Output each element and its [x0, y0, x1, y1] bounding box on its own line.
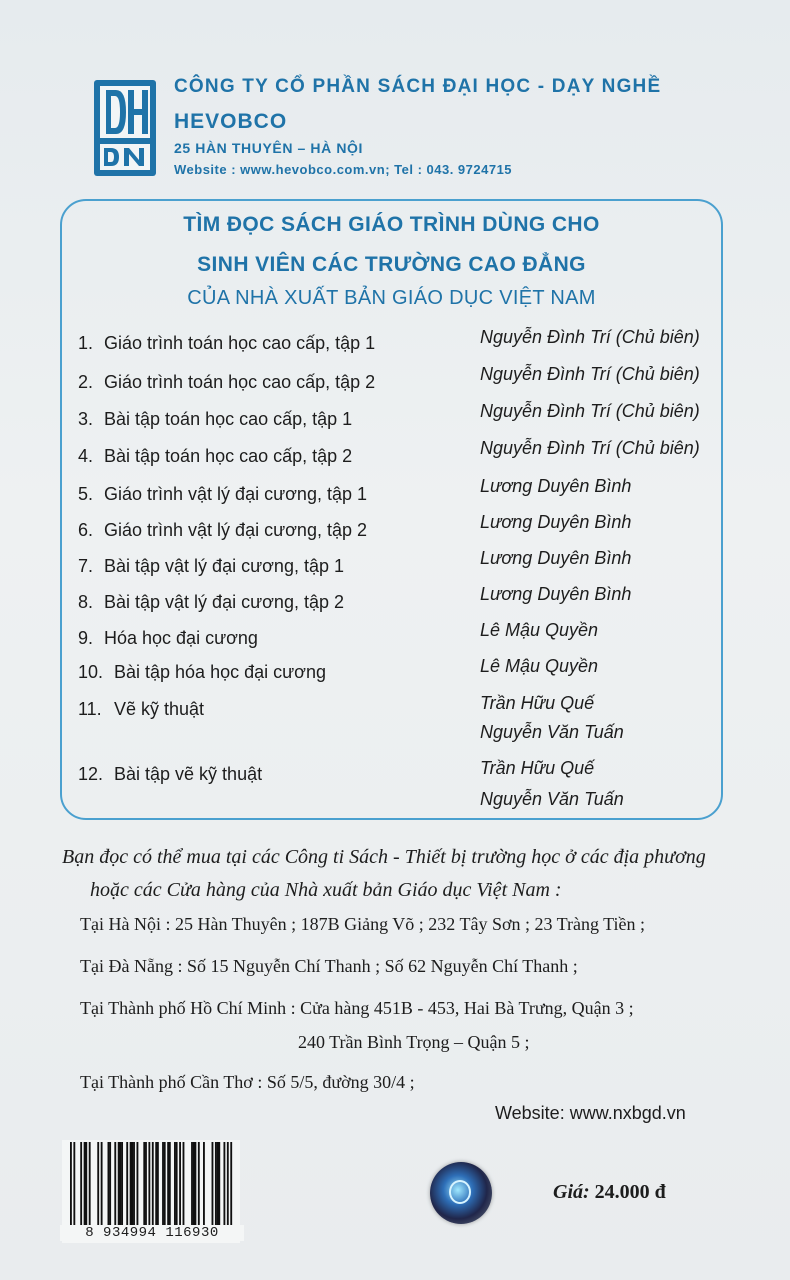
book-number: 5.	[78, 484, 94, 504]
box-heading-2: SINH VIÊN CÁC TRƯỜNG CAO ĐẲNG	[197, 253, 586, 276]
book-author: Nguyễn Đình Trí (Chủ biên)	[480, 438, 700, 458]
barcode-bar	[148, 1142, 150, 1238]
publisher-name: CÔNG TY CỔ PHẦN SÁCH ĐẠI HỌC - DẠY NGHỀ	[174, 76, 662, 97]
barcode-bar	[215, 1142, 217, 1226]
book-title: Hóa học đại cương	[104, 628, 258, 648]
barcode-bar	[97, 1142, 99, 1226]
barcode-bar	[194, 1142, 196, 1226]
book-number: 6.	[78, 520, 94, 540]
price	[553, 1181, 666, 1204]
book-author: Nguyễn Đình Trí (Chủ biên)	[480, 364, 700, 384]
barcode-bar	[145, 1142, 147, 1226]
box-heading-1: TÌM ĐỌC SÁCH GIÁO TRÌNH DÙNG CHO	[183, 213, 600, 236]
nxbgd-website: Website: www.nxbgd.vn	[495, 1103, 686, 1123]
barcode-bar	[121, 1142, 123, 1226]
store-danang: Tại Đà Nẵng : Số 15 Nguyễn Chí Thanh ; Số 62 Nguyễn Chí Thanh ;	[80, 956, 578, 976]
barcode-bar	[203, 1142, 205, 1226]
barcode-bar	[131, 1142, 133, 1226]
book-title: Bài tập vật lý đại cương, tập 2	[104, 592, 344, 612]
barcode-bar	[84, 1142, 86, 1226]
book-author: Lương Duyên Bình	[480, 512, 632, 532]
book-number: 11.	[78, 699, 102, 719]
store-hcm-line-1: Tại Thành phố Hồ Chí Minh : Cửa hàng 451B - 453, Hai Bà Trưng, Quận 3 ;	[80, 998, 634, 1018]
publisher-contact: Website : www.hevobco.com.vn; Tel : 043. 9724715	[174, 162, 513, 177]
barcode-bar	[176, 1142, 178, 1226]
book-number: 4.	[78, 446, 94, 466]
barcode-bar	[126, 1142, 128, 1226]
publisher-brand: HEVOBCO	[174, 110, 288, 133]
book-title: Giáo trình toán học cao cấp, tập 1	[104, 333, 376, 353]
distribution-intro-line-1: Bạn đọc có thể mua tại các Công ti Sách - Thiết bị trường học ở các địa phương	[62, 846, 706, 868]
price-label: Giá:	[553, 1181, 590, 1203]
publisher-address: 25 HÀN THUYÊN – HÀ NỘI	[174, 140, 364, 156]
book-number: 1.	[78, 333, 94, 353]
barcode-bar	[152, 1142, 154, 1238]
book-title: Bài tập toán học cao cấp, tập 2	[104, 446, 353, 466]
book-author-2: Nguyễn Văn Tuấn	[480, 789, 624, 809]
book-title: Bài tập hóa học đại cương	[114, 662, 326, 682]
barcode-bar	[143, 1142, 145, 1226]
book-number: 7.	[78, 556, 94, 576]
publisher-logo-icon	[92, 78, 158, 178]
book-author: Lương Duyên Bình	[480, 476, 632, 496]
barcode-bar	[169, 1142, 171, 1226]
barcode-bar	[223, 1142, 225, 1226]
barcode-bar	[118, 1142, 120, 1226]
barcode-bar	[193, 1142, 195, 1226]
book-author: Nguyễn Đình Trí (Chủ biên)	[480, 327, 700, 347]
barcode-bar	[227, 1142, 229, 1238]
barcode-bar	[133, 1142, 135, 1226]
book-number: 2.	[78, 372, 94, 392]
barcode-bar	[101, 1142, 103, 1226]
barcode-bar	[162, 1142, 164, 1226]
barcode-bar	[217, 1142, 219, 1226]
barcode-bar	[130, 1142, 132, 1226]
store-hanoi: Tại Hà Nội : 25 Hàn Thuyên ; 187B Giảng Võ ; 232 Tây Sơn ; 23 Tràng Tiền ;	[80, 914, 646, 934]
book-title: Vẽ kỹ thuật	[114, 699, 205, 719]
store-hcm-line-2: 240 Trần Bình Trọng – Quận 5 ;	[298, 1032, 530, 1052]
barcode-bar	[212, 1142, 214, 1226]
barcode-bar	[137, 1142, 139, 1226]
barcode-bar	[198, 1142, 200, 1226]
book-title: Giáo trình vật lý đại cương, tập 2	[104, 520, 367, 540]
barcode-bar	[119, 1142, 121, 1226]
barcode-bar	[70, 1142, 72, 1238]
barcode-bar	[230, 1142, 232, 1238]
book-number: 3.	[78, 409, 94, 429]
barcode-bar	[109, 1142, 111, 1226]
barcode-bar	[80, 1142, 82, 1226]
book-number: 10.	[78, 662, 104, 682]
book-author: Trần Hữu Quế	[480, 693, 595, 713]
book-title: Giáo trình vật lý đại cương, tập 1	[104, 484, 367, 504]
book-list-box	[60, 199, 723, 820]
book-author: Lê Mậu Quyền	[480, 620, 599, 640]
barcode-bar	[108, 1142, 110, 1226]
book-author: Nguyễn Đình Trí (Chủ biên)	[480, 401, 700, 421]
book-author-2: Nguyễn Văn Tuấn	[480, 722, 624, 742]
barcode-bar	[89, 1142, 91, 1226]
barcode-number: 8 934994 116930	[60, 1225, 244, 1241]
book-title: Bài tập vẽ kỹ thuật	[114, 764, 263, 784]
store-cantho: Tại Thành phố Cần Thơ : Số 5/5, đường 30/4 ;	[80, 1072, 415, 1092]
book-author: Lương Duyên Bình	[480, 548, 632, 568]
book-number: 8.	[78, 592, 94, 612]
barcode-bar	[218, 1142, 220, 1226]
distribution-intro-line-2: hoặc các Cửa hàng của Nhà xuất bản Giáo dục Việt Nam :	[90, 879, 562, 901]
barcode-bar	[114, 1142, 116, 1226]
barcode-bar	[85, 1142, 87, 1226]
barcode-bar	[174, 1142, 176, 1226]
barcode-bar	[191, 1142, 193, 1226]
book-number: 9.	[78, 628, 94, 648]
barcode-bar	[164, 1142, 166, 1226]
book-number: 12.	[78, 764, 104, 784]
book-author: Trần Hữu Quế	[480, 758, 595, 778]
barcode-bar	[179, 1142, 181, 1226]
book-author: Lương Duyên Bình	[480, 584, 632, 604]
barcode-bar	[167, 1142, 169, 1226]
barcode-bar	[73, 1142, 75, 1238]
barcode-bar	[183, 1142, 185, 1226]
book-title: Bài tập toán học cao cấp, tập 1	[104, 409, 353, 429]
book-author: Lê Mậu Quyền	[480, 656, 599, 676]
barcode-bar	[155, 1142, 157, 1226]
barcode-bar	[157, 1142, 159, 1226]
book-title: Giáo trình toán học cao cấp, tập 2	[104, 372, 376, 392]
hologram-seal-icon	[430, 1162, 492, 1224]
book-title: Bài tập vật lý đại cương, tập 1	[104, 556, 344, 576]
box-heading-3: CỦA NHÀ XUẤT BẢN GIÁO DỤC VIỆT NAM	[187, 287, 596, 309]
price-value: 24.000 đ	[594, 1181, 666, 1203]
